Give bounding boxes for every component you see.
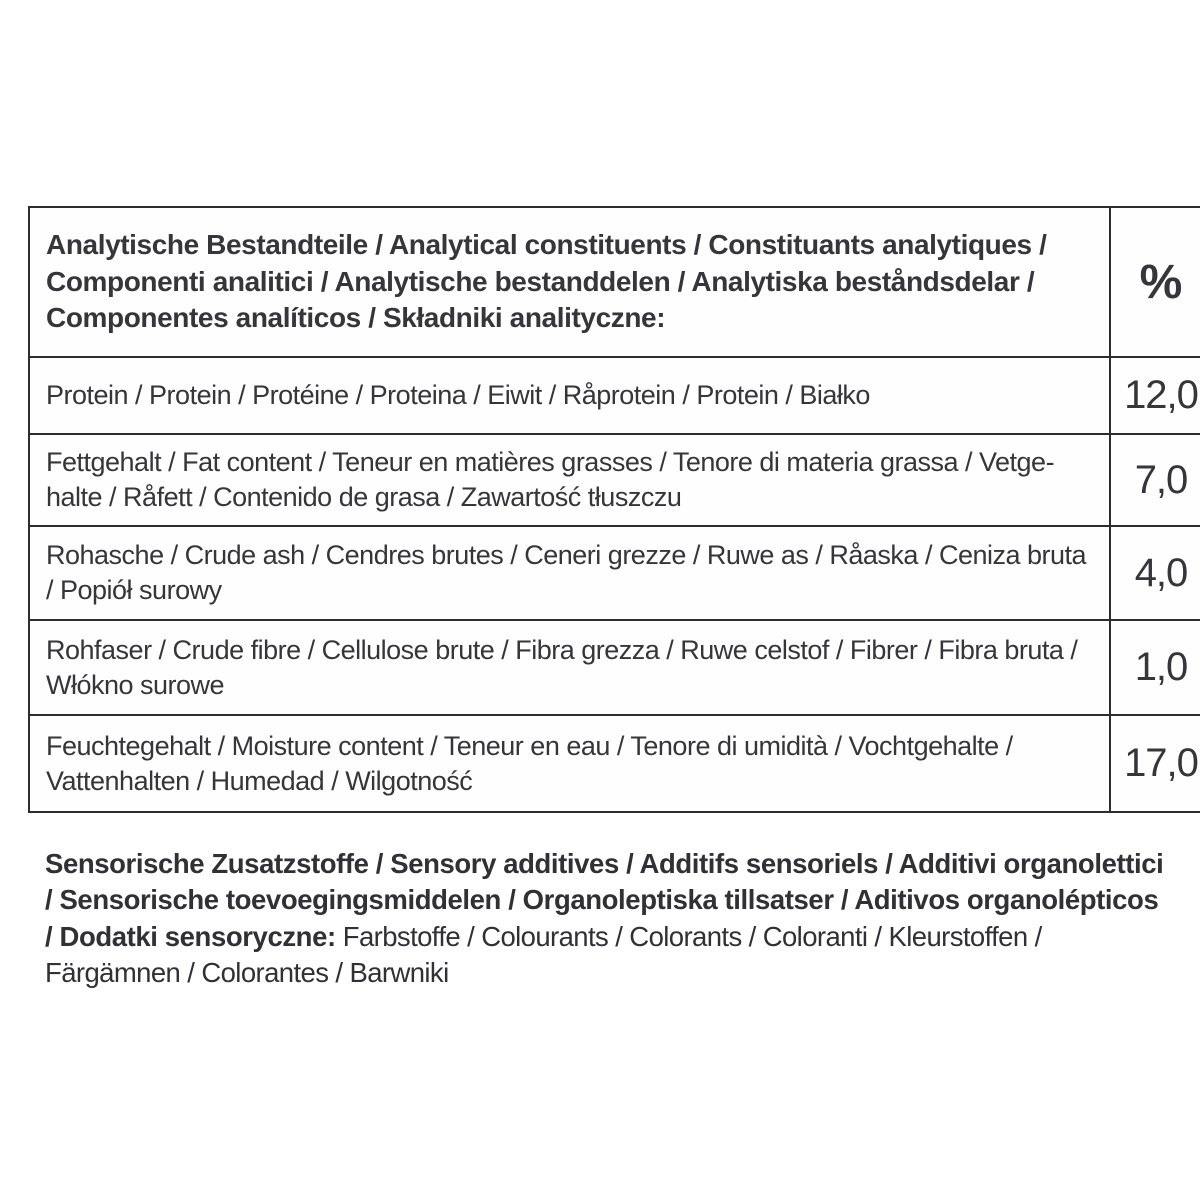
sensory-additives-heading: Sensorische Zusatzstoffe / Sensory additives / Additifs sensoriels / Additivi organolettici / Sensorische toevoegingsmiddelen / Organoleptiska tillsatser / Aditivos organolépticos / Dodatki sensoryczne: — [45, 848, 1164, 952]
row-value-moisture-content: 17,0 — [1110, 715, 1200, 812]
table-row-crude-fibre — [29, 620, 1200, 715]
row-value-crude-ash: 4,0 — [1110, 526, 1200, 620]
row-label-fat-content: Fettgehalt / Fat content / Teneur en matières grasses / Tenore di materia grassa / Vetge-halte / Råfett / Contenido de grasa / Zawartość tłuszczu — [29, 434, 1110, 526]
row-value-crude-fibre: 1,0 — [1110, 620, 1200, 715]
sensory-additives-colourants-list: Farbstoffe / Colourants / Colorants / Coloranti / Kleurstoffen / Färgämnen / Colorantes / Barwniki — [45, 920, 1042, 988]
table-header-label: Analytische Bestandteile / Analytical constituents / Constituants analytiques / Componenti analitici / Analytische bestanddelen / Analytiska beståndsdelar / Componentes analíticos / Składniki analityczne: — [29, 207, 1110, 357]
row-label-protein: Protein / Protein / Protéine / Proteina / Eiwit / Råprotein / Protein / Białko — [29, 357, 1110, 434]
table-header-row — [29, 207, 1200, 357]
table-header-unit-percent: % — [1110, 207, 1200, 357]
row-label-crude-ash: Rohasche / Crude ash / Cendres brutes / Ceneri grezze / Ruwe as / Råaska / Ceniza bruta / Popiół surowy — [29, 526, 1110, 620]
table-row-protein — [29, 357, 1200, 434]
sensory-additives-paragraph — [45, 846, 1167, 991]
analytical-constituents-table — [28, 206, 1200, 813]
table-row-fat-content — [29, 434, 1200, 526]
table-row-crude-ash — [29, 526, 1200, 620]
row-value-protein: 12,0 — [1110, 357, 1200, 434]
row-value-fat-content: 7,0 — [1110, 434, 1200, 526]
row-label-crude-fibre: Rohfaser / Crude fibre / Cellulose brute / Fibra grezza / Ruwe celstof / Fibrer / Fibra bruta / Włókno surowe — [29, 620, 1110, 715]
table-row-moisture-content — [29, 715, 1200, 812]
row-label-moisture-content: Feuchtegehalt / Moisture content / Teneur en eau / Tenore di umidità / Vochtgehalte / Vattenhalten / Humedad / Wilgotność — [29, 715, 1110, 812]
